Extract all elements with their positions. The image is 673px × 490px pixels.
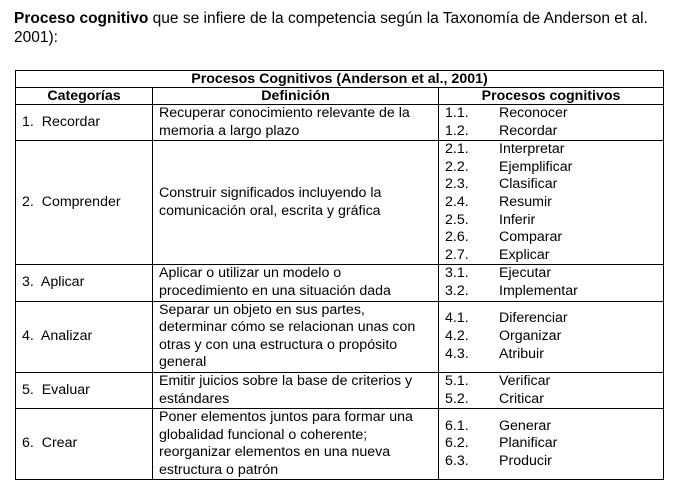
process-item xyxy=(445,283,657,301)
table-body xyxy=(16,105,664,480)
table-row xyxy=(16,141,664,265)
process-name: Interpretar xyxy=(499,141,565,158)
header-definition: Definición xyxy=(153,88,439,105)
process-item xyxy=(445,373,657,391)
process-number: 2.5. xyxy=(445,211,469,228)
process-item xyxy=(445,123,657,141)
process-name: Ejecutar xyxy=(499,265,552,282)
category-cell: 4. Analizar xyxy=(16,301,153,372)
process-item xyxy=(445,212,657,230)
intro-bold: Proceso cognitivo xyxy=(14,10,149,27)
process-number: 6.3. xyxy=(445,453,469,470)
process-name: Inferir xyxy=(499,211,536,228)
process-number: 3.2. xyxy=(445,282,469,299)
definition-cell: Separar un objeto en sus partes, determinar cómo se relacionan unas con otras y con una estructura o propósito general xyxy=(153,301,439,372)
definition-cell: Poner elementos juntos para formar una globalidad funcional o coherente; reorganizar elementos en una nueva estructura o patrón xyxy=(153,409,439,480)
table-header-row xyxy=(16,88,664,105)
process-name: Verificar xyxy=(499,372,551,389)
processes-cell xyxy=(439,409,664,480)
processes-cell xyxy=(439,301,664,372)
category-cell: 5. Evaluar xyxy=(16,372,153,408)
process-item xyxy=(445,310,657,328)
process-item xyxy=(445,346,657,364)
process-name: Clasificar xyxy=(499,176,558,193)
process-name: Explicar xyxy=(499,246,550,263)
process-item xyxy=(445,328,657,346)
table-row xyxy=(16,301,664,372)
category-cell: 2. Comprender xyxy=(16,141,153,265)
process-item xyxy=(445,141,657,159)
category-cell: 1. Recordar xyxy=(16,105,153,141)
process-item xyxy=(445,391,657,409)
process-name: Implementar xyxy=(499,282,578,299)
process-number: 4.1. xyxy=(445,310,469,327)
process-number: 2.1. xyxy=(445,141,469,158)
process-number: 2.7. xyxy=(445,246,469,263)
category-cell: 6. Crear xyxy=(16,409,153,480)
process-name: Diferenciar xyxy=(499,310,568,327)
process-number: 6.1. xyxy=(445,417,469,434)
process-item xyxy=(445,265,657,283)
process-name: Ejemplificar xyxy=(499,158,573,175)
process-name: Organizar xyxy=(499,327,562,344)
process-name: Reconocer xyxy=(499,105,568,121)
process-item xyxy=(445,159,657,177)
processes-cell xyxy=(439,105,664,141)
process-name: Resumir xyxy=(499,193,552,210)
process-number: 2.2. xyxy=(445,158,469,175)
process-name: Comparar xyxy=(499,229,563,246)
process-item xyxy=(445,247,657,265)
process-number: 1.1. xyxy=(445,105,469,121)
definition-cell: Emitir juicios sobre la base de criterios y estándares xyxy=(153,372,439,408)
process-name: Planificar xyxy=(499,435,558,452)
cognitive-processes-table xyxy=(15,70,664,480)
process-name: Atribuir xyxy=(499,345,544,362)
process-number: 6.2. xyxy=(445,435,469,452)
table-title: Procesos Cognitivos (Anderson et al., 2001) xyxy=(16,71,664,88)
table-row xyxy=(16,409,664,480)
process-name: Criticar xyxy=(499,390,544,407)
processes-cell xyxy=(439,141,664,265)
table-row xyxy=(16,372,664,408)
intro-paragraph xyxy=(14,9,666,47)
process-number: 2.3. xyxy=(445,176,469,193)
process-item xyxy=(445,435,657,453)
table-row xyxy=(16,265,664,301)
definition-cell: Aplicar o utilizar un modelo o procedimiento en una situación dada xyxy=(153,265,439,301)
process-number: 4.3. xyxy=(445,345,469,362)
process-number: 5.1. xyxy=(445,372,469,389)
table-row xyxy=(16,105,664,141)
header-categories: Categorías xyxy=(16,88,153,105)
process-number: 2.6. xyxy=(445,229,469,246)
process-number: 5.2. xyxy=(445,390,469,407)
process-number: 2.4. xyxy=(445,193,469,210)
process-name: Producir xyxy=(499,453,552,470)
definition-cell: Construir significados incluyendo la comunicación oral, escrita y gráfica xyxy=(153,141,439,265)
process-item xyxy=(445,194,657,212)
processes-cell xyxy=(439,265,664,301)
process-item xyxy=(445,105,657,123)
process-item xyxy=(445,229,657,247)
category-cell: 3. Aplicar xyxy=(16,265,153,301)
process-item xyxy=(445,453,657,471)
process-number: 4.2. xyxy=(445,327,469,344)
process-item xyxy=(445,176,657,194)
header-processes: Procesos cognitivos xyxy=(439,88,664,105)
definition-cell: Recuperar conocimiento relevante de la memoria a largo plazo xyxy=(153,105,439,141)
process-number: 1.2. xyxy=(445,122,469,139)
process-name: Generar xyxy=(499,417,552,434)
table-title-row xyxy=(16,71,664,88)
process-item xyxy=(445,418,657,436)
processes-cell xyxy=(439,372,664,408)
intro-text: que se infiere de la competencia según la Taxonomía de Anderson et al. 2001): xyxy=(14,10,648,46)
process-number: 3.1. xyxy=(445,265,469,282)
process-name: Recordar xyxy=(499,122,558,139)
